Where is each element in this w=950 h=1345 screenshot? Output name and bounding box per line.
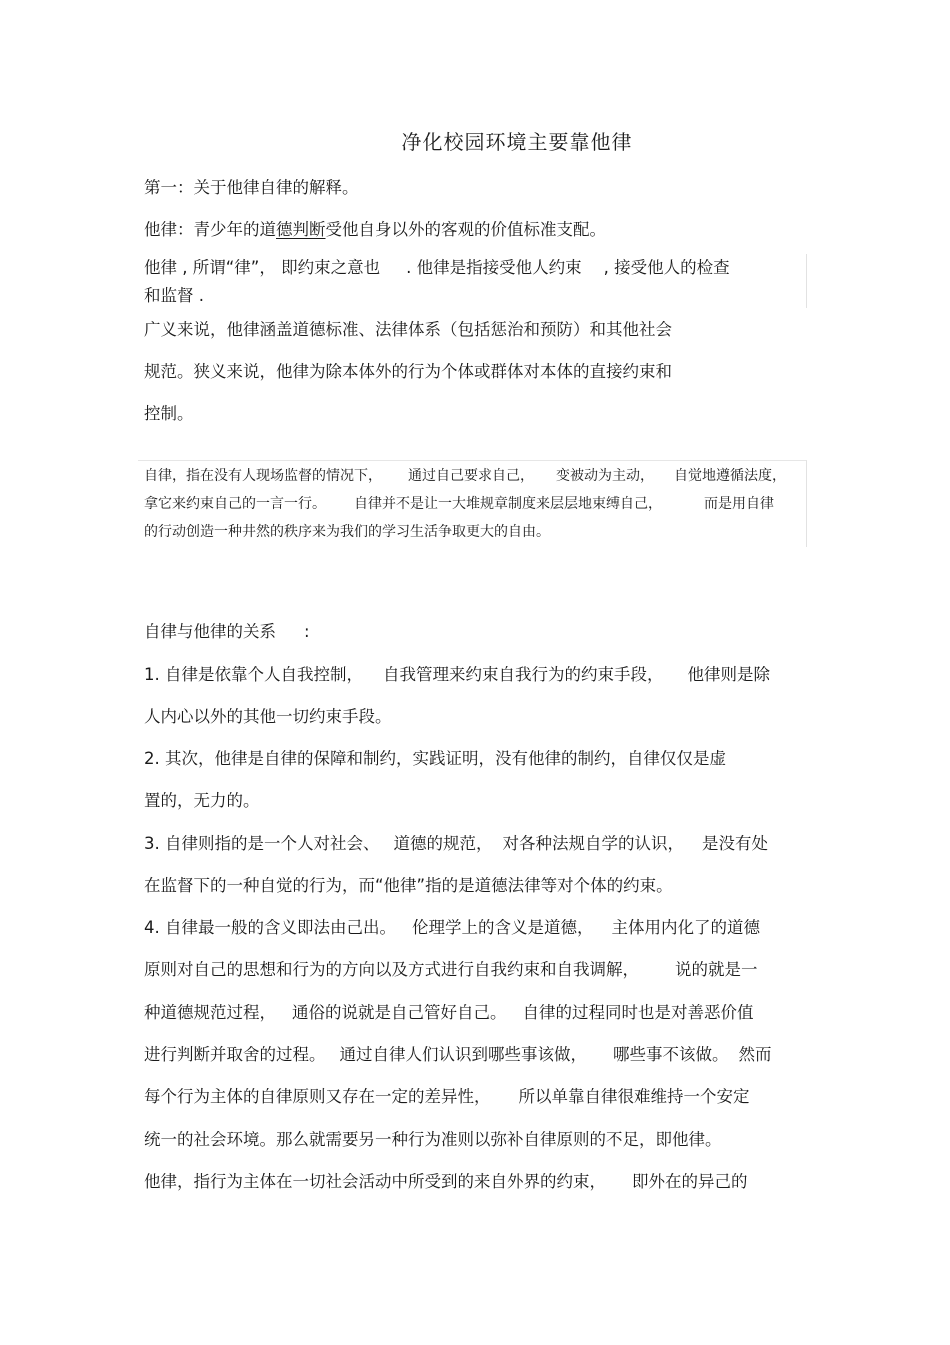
text-span: 自律与他律的关系 (144, 622, 276, 641)
text-span: 即外在的异己的 (632, 1172, 748, 1191)
text-span: 拿它来约束自己的一言一行。 (144, 496, 326, 512)
text-span: 伦理学上的含义是道德， (412, 918, 594, 937)
quote-box-autonomy (138, 460, 807, 547)
text-span: : (304, 622, 310, 641)
point-line (144, 832, 768, 856)
definition-underlined: 德判断 (276, 220, 326, 239)
text-span: 通过自律人们认识到哪些事该做， (339, 1045, 587, 1064)
text-span: 而是用自律 (704, 496, 774, 512)
text-span: 他律，指行为主体在一切社会活动中所受到的来自外界的约束， (144, 1172, 606, 1191)
text-span: 主体用内化了的道德 (611, 918, 760, 937)
point-line: 2. 其次，他律是自律的保障和制约，实践证明，没有他律的制约，自律仅仅是虚 (144, 749, 726, 768)
definition-suffix: 受他自身以外的客观的价值标准支配。 (325, 220, 606, 239)
text-span: 通过自己要求自己， (408, 468, 534, 484)
point-line: 人内心以外的其他一切约束手段。 (144, 707, 392, 726)
quote-box-heteronomy (138, 254, 807, 308)
point-line: 在监督下的一种自觉的行为，而“他律”指的是道德法律等对个体的约束。 (144, 876, 673, 895)
paragraph-line: 规范。狭义来说，他律为除本体外的行为个体或群体对本体的直接约束和 (144, 362, 672, 381)
quote-box-line: 和监督 . (144, 286, 204, 305)
text-span: 是没有处 (702, 834, 768, 853)
point-line (144, 663, 770, 687)
quote-box-line (144, 466, 786, 486)
point-line (144, 1170, 748, 1194)
text-span: . 他律是指接受他人约束 (406, 258, 582, 277)
text-span: 说的就是一 (675, 960, 758, 979)
quote-box-line: 的行动创造一种井然的秩序来为我们的学习生活争取更大的自由。 (144, 524, 550, 540)
text-span: 对各种法规自学的认识， (502, 834, 684, 853)
text-span: 3. 自律则指的是一个人对社会、 (144, 834, 380, 853)
text-span: 道德的规范， (393, 834, 493, 853)
text-span: 自律的过程同时也是对善恶价值 (522, 1003, 754, 1022)
definition-prefix: 他律：青少年的道 (144, 220, 276, 239)
point-line (144, 958, 758, 982)
point-line (144, 1001, 754, 1025)
point-line: 统一的社会环境。那么就需要另一种行为准则以弥补自律原则的不足，即他律。 (144, 1130, 722, 1149)
definition-line (144, 218, 606, 242)
text-span: 种道德规范过程， (144, 1003, 276, 1022)
point-line (144, 916, 760, 940)
text-span: 所以单靠自律很难维持一个安定 (518, 1087, 750, 1106)
point-line (144, 1043, 772, 1067)
page-title: 净化校园环境主要靠他律 (401, 130, 633, 154)
text-span: 1. 自律是依靠个人自我控制， (144, 665, 363, 684)
text-span: 每个行为主体的自律原则又存在一定的差异性， (144, 1087, 491, 1106)
text-span: 他律则是除 (687, 665, 770, 684)
section-heading: 第一：关于他律自律的解释。 (144, 178, 359, 197)
paragraph-line: 控制。 (144, 404, 194, 423)
text-span: 4. 自律最一般的含义即法由己出。 (144, 918, 396, 937)
text-span: 哪些事不该做。 (613, 1045, 729, 1064)
quote-box-line (144, 494, 774, 514)
paragraph-line: 广义来说，他律涵盖道德标准、法律体系（包括惩治和预防）和其他社会 (144, 320, 672, 339)
text-span: 他律 , 所谓“律”， 即约束之意也 (144, 258, 381, 277)
text-span: 变被动为主动， (556, 468, 654, 484)
text-span: 原则对自己的思想和行为的方向以及方式进行自我约束和自我调解， (144, 960, 639, 979)
text-span: 自律并不是让一大堆规章制度来层层地束缚自己， (354, 496, 662, 512)
text-span: 然而 (738, 1045, 772, 1064)
text-span: 进行判断并取舍的过程。 (144, 1045, 326, 1064)
text-span: 自我管理来约束自我行为的约束手段， (383, 665, 664, 684)
text-span: , 接受他人的检查 (603, 258, 730, 277)
text-span: 自觉地遵循法度， (674, 468, 786, 484)
point-line: 置的，无力的。 (144, 791, 260, 810)
point-line (144, 1085, 750, 1109)
text-span: 通俗的说就是自己管好自己。 (292, 1003, 507, 1022)
quote-box-line (144, 256, 730, 280)
relation-heading (144, 620, 310, 644)
text-span: 自律，指在没有人现场监督的情况下， (144, 468, 382, 484)
